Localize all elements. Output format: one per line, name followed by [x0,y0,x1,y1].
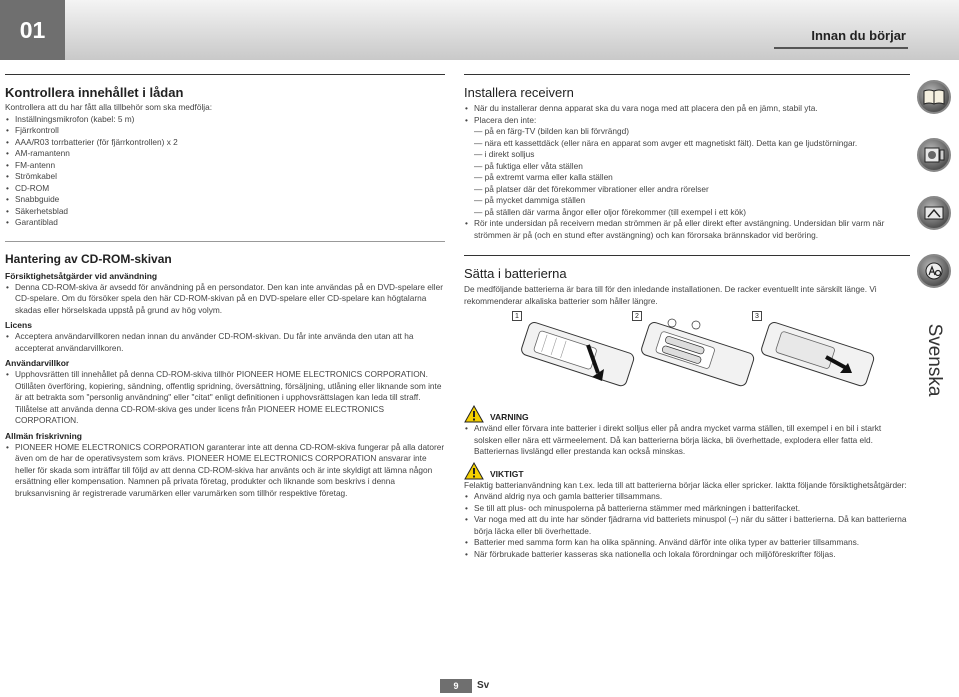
batteries-intro: De medföljande batterierna är bara till för den inledande installationen. De racker eventuellt inte särskilt länge. Vi rekommenderar alkaliska batterier som håller längre. [464,284,877,306]
list-item: • Acceptera användarvillkoren nedan innan du använder CD-ROM-skivan. Du får inte använda den utan att ha accepterat användarvillkoren. [5,331,445,354]
page-title: Innan du börjar [811,28,906,43]
list-item: • Garantiblad [5,217,445,229]
list-item: • FM-antenn [5,160,445,172]
battery-insert-illustration [632,311,762,397]
section-title-install: Installera receivern [464,74,910,100]
install-list [464,103,910,126]
section-title-batteries: Sätta i batterierna [464,255,910,281]
remote-close-illustration [752,311,882,397]
terms-list [5,369,445,427]
tools-icon[interactable] [917,196,951,230]
list-item: • Se till att plus- och minuspolerna på batterierna stämmer med märkningen i batterifacket. [464,503,910,515]
language-tab [912,318,956,402]
list-item: • När förbrukade batterier kasseras ska nationella och lokala förordningar och miljöföreskrifter följas. [464,549,910,561]
precautions-list [5,282,445,317]
battery-figure-1 [512,311,642,397]
list-item: — på extremt varma eller kalla ställen [474,172,613,182]
contents-list [5,114,445,229]
list-item: • Inställningsmikrofon (kabel: 5 m) [5,114,445,126]
important-heading [464,462,910,480]
list-item: • Var noga med att du inte har sönder fjädrarna vid batteriets minuspol (–) när du sätter i batterierna. Då kan batterierna börja läcka eller bli överhettade. [464,514,910,537]
list-item: • AM-ramantenn [5,148,445,160]
title-underline [774,47,908,49]
important-intro: Felaktig batterianvändning kan t.ex. leda till att batterierna börjar läcka eller spricker. Iaktta följande försiktighetsåtgärder: [464,479,907,490]
list-item: • AAA/R03 torrbatterier (för fjärrkontrollen) x 2 [5,137,445,149]
list-item: • Snabbguide [5,194,445,206]
abc-icon[interactable] [917,254,951,288]
list-item: • Denna CD-ROM-skiva är avsedd för användning på en persondator. Den kan inte användas på en DVD-spelare eller CD-spelare. Om du försöker spela den här CD-ROM-skivan på en DVD-spelare eller CD-spelare kan högtalarna skadas eller hörselskada uppstå på grund av hög volym. [5,282,445,317]
battery-figures [464,311,910,399]
important-list [464,491,910,560]
figure-number: 3 [752,311,762,321]
list-item: • Använd eller förvara inte batterier i direkt solljus eller på andra mycket varma ställen, till exempel i en bil i starkt solsken eller nära ett värmeelement. Då kan batterierna börja läcka, bli överhettade, explodera eller fatta eld. Batteriernas livslängd eller prestanda kan också minskas. [464,423,910,458]
subheading-license: Licens [5,320,32,330]
subheading-precautions: Försiktighetsåtgärder vid användning [5,270,158,281]
list-item: — i direkt solljus [474,149,535,159]
page-number: 9 [440,679,472,693]
page-language: Sv [477,680,490,691]
list-item: — på platser där det förekommer vibrationer eller andra rörelser [474,183,709,194]
chapter-number: 01 [0,0,65,60]
list-item: • CD-ROM [5,183,445,195]
disclaimer-list [5,442,445,500]
language-label: Svenska [923,323,945,397]
section-title-contents: Kontrollera innehållet i lådan [5,74,445,100]
list-item: • Batterier med samma form kan ha olika spänning. Använd därför inte olika typer av batterier tillsammans. [464,537,910,549]
list-item: • PIONEER HOME ELECTRONICS CORPORATION garanterar inte att denna CD-ROM-skiva fungerar på alla datorer även om de har de operativsystem som krävs. PIONEER HOME ELECTRONICS CORPORATION ansvarar inte heller för skada som inträffar till följd av att denna CD-ROM-skiva har använts och är inte skyldigt att lämna någon ersättning eller kompensation. Namnen på privata företag, produkter och liknande som beskrivs i denna bruksanvisning är registrerade varumärken eller varumärken som tillhör respektive företag. [5,442,445,500]
warning-icon [464,405,484,423]
warning-list [464,423,910,458]
figure-number: 2 [632,311,642,321]
contents-intro: Kontrollera att du har fått alla tillbehör som ska medfölja: [5,102,213,112]
remote-open-illustration [512,311,642,397]
list-item: — nära ett kassettdäck (eller nära en apparat som avger ett magnetiskt fält). Detta kan ge ljudstörningar. [474,137,858,148]
battery-figure-3 [752,311,882,397]
list-item: • Strömkabel [5,171,445,183]
receiver-icon[interactable] [917,138,951,172]
list-item: • Använd aldrig nya och gamla batterier tillsammans. [464,491,910,503]
list-item: • Fjärrkontroll [5,125,445,137]
list-item: • Säkerhetsblad [5,206,445,218]
important-icon [464,462,484,480]
list-item: • Placera den inte: [464,115,910,127]
list-item: • Rör inte undersidan på receivern medan strömmen är på eller direkt efter avstängning. Undersidan blir varm när strömmen är på (och en stund efter avstängning) och kan förorsaka brännskador vid beröring. [464,218,910,241]
section-title-cdrom: Hantering av CD-ROM-skivan [5,241,445,266]
important-label: VIKTIGT [490,468,524,479]
list-item: • När du installerar denna apparat ska du vara noga med att placera den på en jämn, stabil yta. [464,103,910,115]
book-icon[interactable] [917,80,951,114]
subheading-disclaimer: Allmän friskrivning [5,430,82,441]
list-item: • Upphovsrätten till innehållet på denna CD-ROM-skiva tillhör PIONEER HOME ELECTRONICS CORPORATION. Otillåten överföring, kopiering, sändning, offentlig spridning, översättning, försäljning, utlåning eller liknande som inte är att betrakta som "personlig användning" eller "citat" enligt definitionen i upphovsrättslagen kan leda till straff. Tillåtelse att använda denna CD-ROM-skiva ges under licens från PIONEER HOME ELECTRONICS CORPORATION. [5,369,445,427]
list-item: — på en färg-TV (bilden kan bli förvrängd) [474,126,629,136]
list-item: — på fuktiga eller våta ställen [474,160,583,171]
install-last-list [464,218,910,241]
right-column [464,74,910,560]
warning-heading [464,405,910,423]
install-dash-list [464,126,910,218]
license-list [5,331,445,354]
subheading-terms: Användarvillkor [5,358,70,368]
list-item: — på mycket dammiga ställen [474,195,586,205]
warning-label: VARNING [490,412,529,422]
figure-number: 1 [512,311,522,321]
left-column [5,74,445,499]
battery-figure-2 [632,311,762,397]
list-item: — på ställen där varma ångor eller oljor förekommer (till exempel i ett kök) [474,206,747,217]
